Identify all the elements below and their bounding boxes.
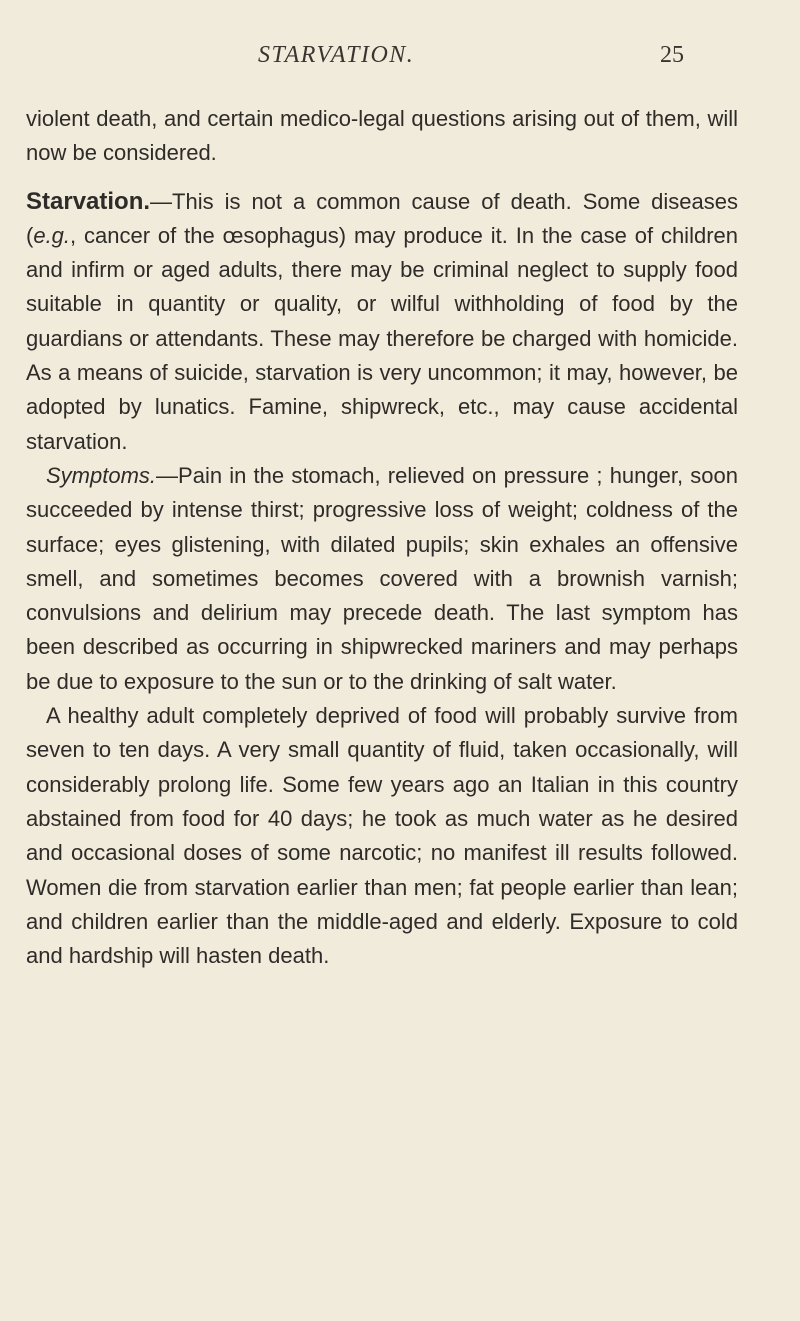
starvation-text-part-1: —This is not a common cause of death. Some diseases ( (26, 188, 738, 248)
intro-paragraph: violent death, and certain medico-legal questions arising out of them, will now be considered. (26, 106, 738, 166)
symptoms-paragraph (26, 459, 738, 699)
body-text (26, 102, 738, 973)
page-number: 25 (660, 42, 684, 68)
symptoms-text: —Pain in the stomach, relieved on pressure ; hunger, soon succeeded by intense thirst; progressive loss of weight; coldness of the surface; eyes glistening, with dilated pupils; skin exhales an offensive smell, and sometimes becomes covered with a brownish varnish; convulsions and delirium may precede death. The last symptom has been described as occurring in shipwrecked mariners and may perhaps be due to exposure to the sun or to the drinking of salt water. (26, 462, 738, 694)
section-heading-starvation: Starvation. (26, 187, 151, 215)
starvation-text-part-2: , cancer of the œsophagus) may produce it. In the case of children and infirm or aged adults, there may be criminal neglect to supply food suitable in quantity or quality, or wilful withholding of food by the guardians or attendants. These may therefore be charged with homicide. As a means of suicide, starvation is very uncommon; it may, however, be adopted by lunatics. Famine, shipwreck, etc., may cause accidental starvation. (26, 222, 738, 454)
eg-abbreviation: e.g. (33, 222, 71, 248)
starvation-paragraph (26, 185, 738, 459)
running-header (0, 42, 800, 82)
survival-paragraph: A healthy adult completely deprived of food will probably survive from seven to ten days. A very small quantity of fluid, taken occasionally, will considerably prolong life. Some few years ago an Italian in this country abstained from food for 40 days; he took as much water as he desired and occasional doses of some narcotic; no manifest ill results followed. Women die from starvation earlier than men; fat people earlier than lean; and children earlier than the middle-aged and elderly. Exposure to cold and hardship will hasten death. (26, 703, 738, 969)
symptoms-label: Symptoms. (46, 462, 157, 488)
running-title: STARVATION. (258, 42, 415, 68)
